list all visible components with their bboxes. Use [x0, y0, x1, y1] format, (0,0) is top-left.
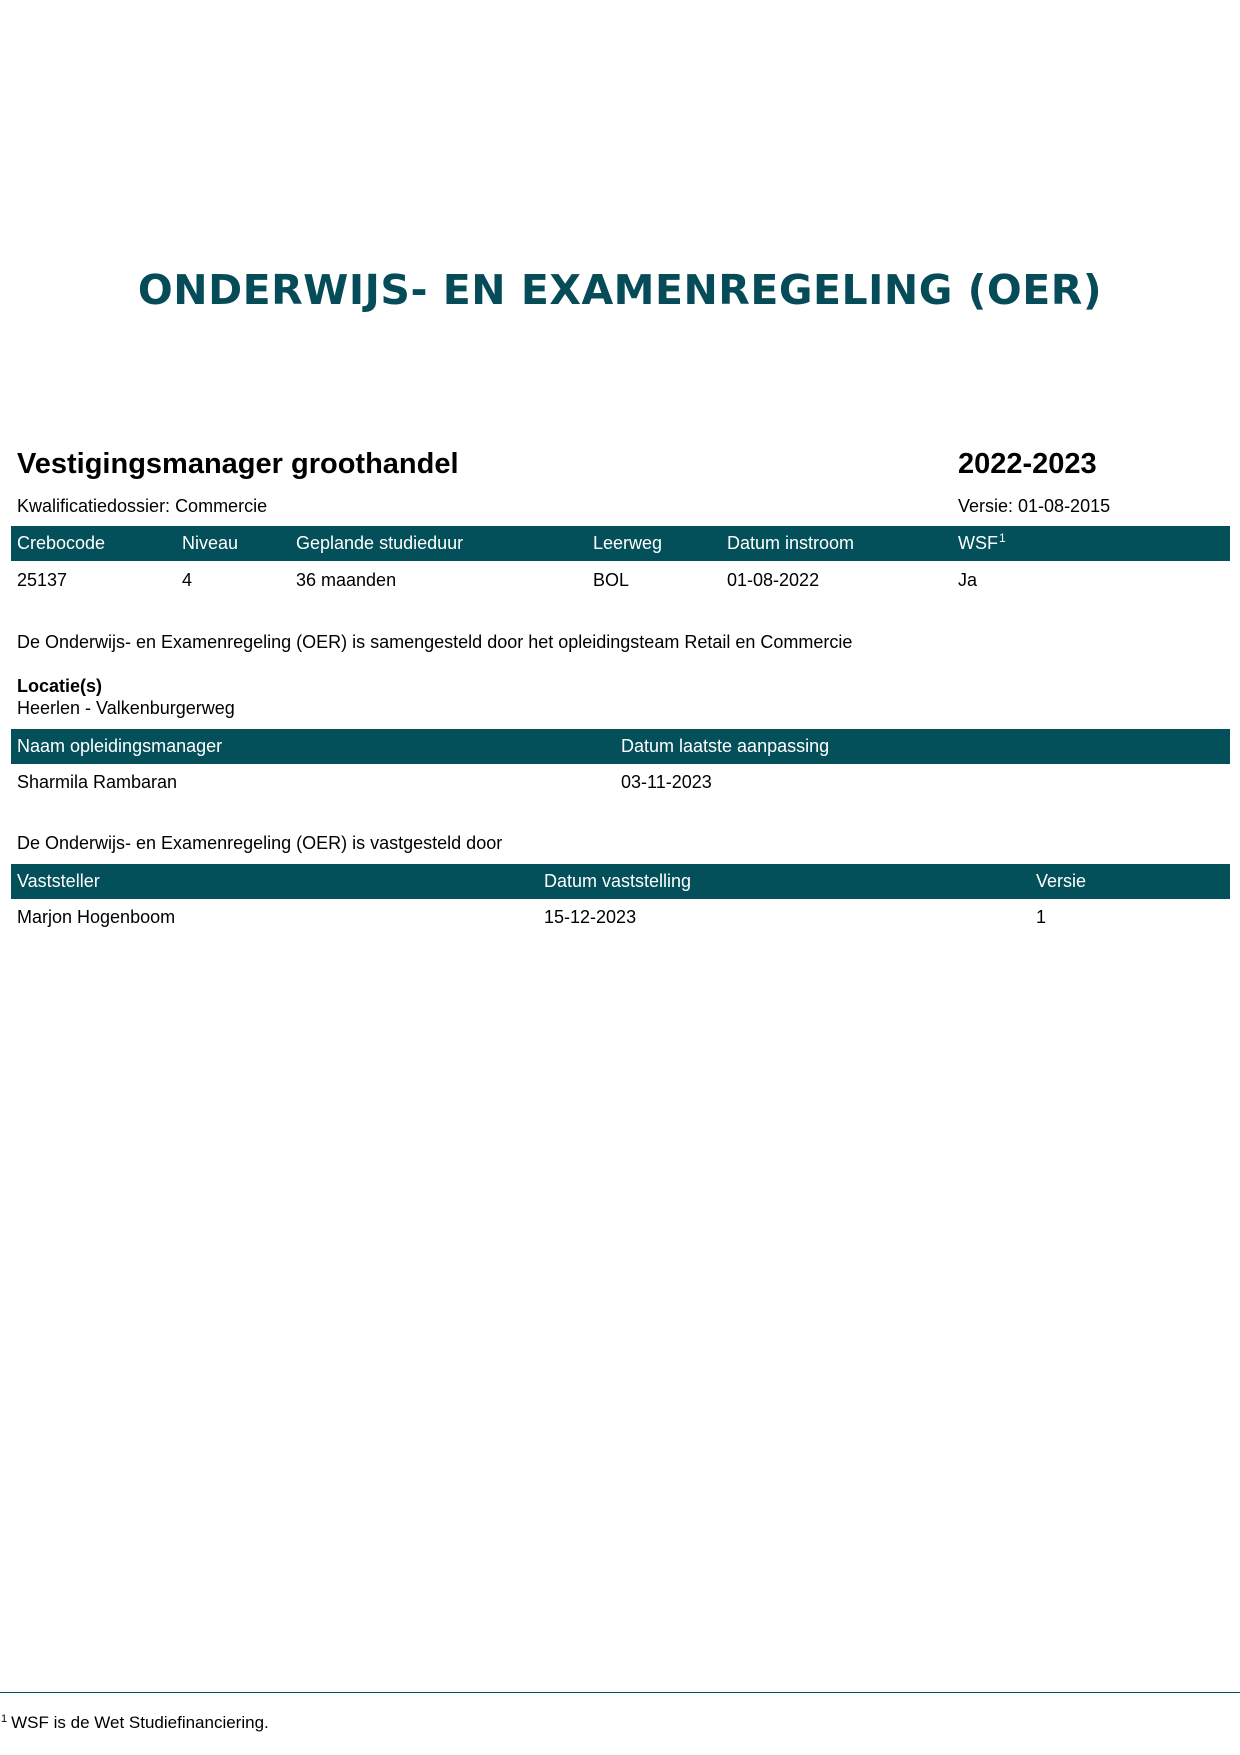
cell-instroom: 01-08-2022	[727, 570, 820, 590]
approval-table-header	[11, 864, 1230, 899]
header-niveau: Niveau	[182, 533, 239, 553]
cell-wsf: Ja	[958, 570, 978, 590]
cell-approver: Marjon Hogenboom	[17, 907, 176, 927]
program-table-row	[11, 563, 1230, 598]
header-wsf-label: WSF	[958, 533, 998, 553]
established-by-text: De Onderwijs- en Examenregeling (OER) is vastgesteld door	[17, 833, 503, 853]
header-last-modified: Datum laatste aanpassing	[621, 736, 830, 756]
cell-studieduur: 36 maanden	[296, 570, 397, 590]
location-label: Locatie(s)	[17, 676, 103, 696]
header-manager-name: Naam opleidingsmanager	[17, 736, 223, 756]
school-year: 2022-2023	[958, 448, 1097, 480]
header-wsf	[958, 526, 1006, 561]
header-approval-date: Datum vaststelling	[544, 871, 692, 891]
footnote	[1, 1713, 269, 1733]
program-name: Vestigingsmanager groothandel	[17, 448, 459, 480]
wsf-footnote-mark: 1	[999, 531, 1006, 545]
header-version: Versie	[1036, 871, 1087, 891]
location-value: Heerlen - Valkenburgerweg	[17, 698, 235, 718]
cell-niveau: 4	[182, 570, 193, 590]
program-table-header	[11, 526, 1230, 561]
cell-version: 1	[1036, 907, 1047, 927]
cell-crebocode: 25137	[17, 570, 68, 590]
header-approver: Vaststeller	[17, 871, 100, 891]
footnote-text: WSF is de Wet Studiefinanciering.	[11, 1713, 269, 1732]
cell-last-modified: 03-11-2023	[621, 772, 712, 792]
document-title: ONDERWIJS- EN EXAMENREGELING (OER)	[137, 266, 1103, 314]
footnote-mark: 1	[1, 1713, 8, 1725]
approval-table-row	[11, 900, 1230, 935]
cell-manager-name: Sharmila Rambaran	[17, 772, 178, 792]
header-studieduur: Geplande studieduur	[296, 533, 464, 553]
dossier-version: Versie: 01-08-2015	[958, 496, 1111, 516]
composed-by-text: De Onderwijs- en Examenregeling (OER) is samengesteld door het opleidingsteam Retail en Commercie	[17, 632, 853, 652]
qualification-dossier: Kwalificatiedossier: Commercie	[17, 496, 268, 516]
header-instroom: Datum instroom	[727, 533, 855, 553]
manager-table-row	[11, 765, 1230, 800]
manager-table-header	[11, 729, 1230, 764]
cell-approval-date: 15-12-2023	[544, 907, 637, 927]
header-crebocode: Crebocode	[17, 533, 106, 553]
cell-leerweg: BOL	[593, 570, 630, 590]
footnote-divider	[0, 1692, 1240, 1693]
header-leerweg: Leerweg	[593, 533, 663, 553]
